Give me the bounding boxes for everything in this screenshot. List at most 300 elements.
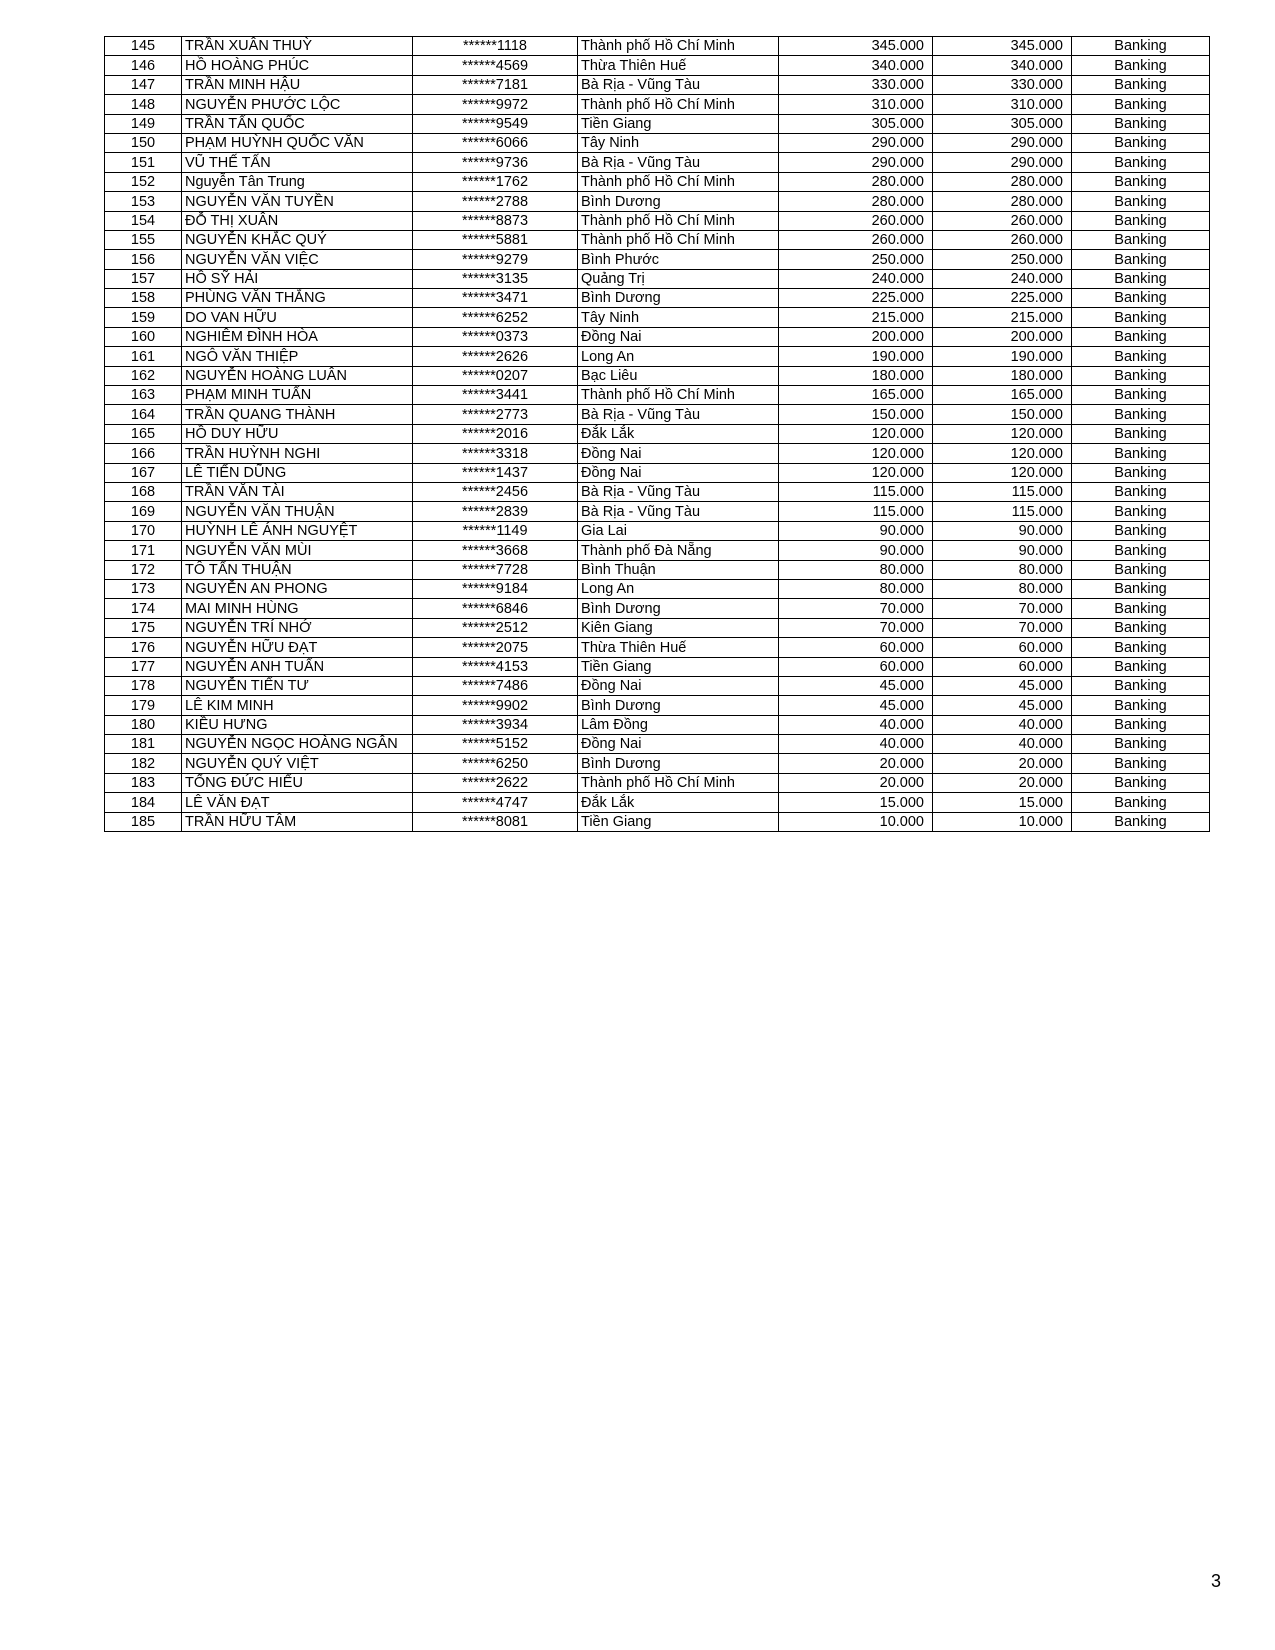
amount-cell: 330.000 xyxy=(779,75,933,94)
account-number-cell: ******8081 xyxy=(413,812,578,831)
account-number-cell: ******6250 xyxy=(413,754,578,773)
amount-received-cell: 20.000 xyxy=(933,754,1072,773)
province-cell: Bình Dương xyxy=(578,696,779,715)
table-row xyxy=(105,75,1210,94)
row-number-cell: 173 xyxy=(105,579,182,598)
payment-method-cell: Banking xyxy=(1072,172,1210,191)
amount-cell: 305.000 xyxy=(779,114,933,133)
amount-cell: 345.000 xyxy=(779,37,933,56)
donor-name-cell: TRẦN HỮU TÂM xyxy=(182,812,413,831)
row-number-cell: 183 xyxy=(105,773,182,792)
table-row xyxy=(105,502,1210,521)
amount-cell: 290.000 xyxy=(779,133,933,152)
amount-cell: 260.000 xyxy=(779,230,933,249)
donor-name-cell: PHẠM HUỲNH QUỐC VĂN xyxy=(182,133,413,152)
table-row xyxy=(105,793,1210,812)
payment-method-cell: Banking xyxy=(1072,754,1210,773)
account-number-cell: ******9279 xyxy=(413,250,578,269)
donor-name-cell: NGUYỄN AN PHONG xyxy=(182,579,413,598)
row-number-cell: 147 xyxy=(105,75,182,94)
province-cell: Bình Dương xyxy=(578,599,779,618)
amount-cell: 70.000 xyxy=(779,618,933,637)
amount-received-cell: 120.000 xyxy=(933,444,1072,463)
donor-name-cell: KIỀU HƯNG xyxy=(182,715,413,734)
row-number-cell: 157 xyxy=(105,269,182,288)
donor-name-cell: TRẦN TẤN QUỐC xyxy=(182,114,413,133)
payment-method-cell: Banking xyxy=(1072,269,1210,288)
province-cell: Bình Dương xyxy=(578,192,779,211)
account-number-cell: ******2773 xyxy=(413,405,578,424)
table-row xyxy=(105,308,1210,327)
payment-method-cell: Banking xyxy=(1072,289,1210,308)
amount-cell: 165.000 xyxy=(779,386,933,405)
table-row xyxy=(105,812,1210,831)
account-number-cell: ******5152 xyxy=(413,735,578,754)
amount-received-cell: 280.000 xyxy=(933,172,1072,191)
donor-name-cell: HUỲNH LÊ ÁNH NGUYỆT xyxy=(182,521,413,540)
row-number-cell: 149 xyxy=(105,114,182,133)
payment-method-cell: Banking xyxy=(1072,599,1210,618)
row-number-cell: 164 xyxy=(105,405,182,424)
amount-received-cell: 215.000 xyxy=(933,308,1072,327)
row-number-cell: 146 xyxy=(105,56,182,75)
account-number-cell: ******3441 xyxy=(413,386,578,405)
amount-cell: 190.000 xyxy=(779,347,933,366)
account-number-cell: ******4569 xyxy=(413,56,578,75)
payment-method-cell: Banking xyxy=(1072,347,1210,366)
amount-received-cell: 150.000 xyxy=(933,405,1072,424)
table-row xyxy=(105,289,1210,308)
amount-cell: 60.000 xyxy=(779,657,933,676)
amount-received-cell: 15.000 xyxy=(933,793,1072,812)
table-row xyxy=(105,735,1210,754)
province-cell: Tây Ninh xyxy=(578,308,779,327)
donor-name-cell: HỒ SỸ HẢI xyxy=(182,269,413,288)
row-number-cell: 163 xyxy=(105,386,182,405)
amount-received-cell: 60.000 xyxy=(933,638,1072,657)
account-number-cell: ******1118 xyxy=(413,37,578,56)
account-number-cell: ******4153 xyxy=(413,657,578,676)
province-cell: Tiền Giang xyxy=(578,114,779,133)
payment-method-cell: Banking xyxy=(1072,541,1210,560)
row-number-cell: 151 xyxy=(105,153,182,172)
table-row xyxy=(105,250,1210,269)
donor-name-cell: TRẦN QUANG THÀNH xyxy=(182,405,413,424)
table-row xyxy=(105,366,1210,385)
page-number: 3 xyxy=(1210,1571,1221,1591)
table-row xyxy=(105,37,1210,56)
amount-cell: 280.000 xyxy=(779,192,933,211)
account-number-cell: ******2075 xyxy=(413,638,578,657)
row-number-cell: 150 xyxy=(105,133,182,152)
donor-name-cell: NGUYỄN QUÝ VIỆT xyxy=(182,754,413,773)
province-cell: Thành phố Hồ Chí Minh xyxy=(578,95,779,114)
province-cell: Đồng Nai xyxy=(578,444,779,463)
province-cell: Đồng Nai xyxy=(578,327,779,346)
payment-method-cell: Banking xyxy=(1072,405,1210,424)
donor-name-cell: MAI MINH HÙNG xyxy=(182,599,413,618)
amount-cell: 120.000 xyxy=(779,463,933,482)
payment-method-cell: Banking xyxy=(1072,250,1210,269)
amount-cell: 115.000 xyxy=(779,482,933,501)
payment-method-cell: Banking xyxy=(1072,735,1210,754)
amount-cell: 200.000 xyxy=(779,327,933,346)
account-number-cell: ******2839 xyxy=(413,502,578,521)
account-number-cell: ******1762 xyxy=(413,172,578,191)
donor-name-cell: DO VAN HỮU xyxy=(182,308,413,327)
payment-method-cell: Banking xyxy=(1072,618,1210,637)
province-cell: Thành phố Hồ Chí Minh xyxy=(578,230,779,249)
table-row xyxy=(105,114,1210,133)
donor-name-cell: TRẦN MINH HẬU xyxy=(182,75,413,94)
payment-method-cell: Banking xyxy=(1072,308,1210,327)
amount-received-cell: 90.000 xyxy=(933,521,1072,540)
table-row xyxy=(105,638,1210,657)
donor-name-cell: NGUYỄN PHƯỚC LỘC xyxy=(182,95,413,114)
amount-cell: 10.000 xyxy=(779,812,933,831)
account-number-cell: ******2622 xyxy=(413,773,578,792)
amount-cell: 70.000 xyxy=(779,599,933,618)
amount-received-cell: 45.000 xyxy=(933,676,1072,695)
payment-method-cell: Banking xyxy=(1072,133,1210,152)
province-cell: Quảng Trị xyxy=(578,269,779,288)
amount-cell: 120.000 xyxy=(779,444,933,463)
row-number-cell: 145 xyxy=(105,37,182,56)
table-row xyxy=(105,599,1210,618)
donor-name-cell: NGUYỄN VĂN MÙI xyxy=(182,541,413,560)
amount-received-cell: 10.000 xyxy=(933,812,1072,831)
amount-cell: 280.000 xyxy=(779,172,933,191)
amount-received-cell: 180.000 xyxy=(933,366,1072,385)
amount-cell: 240.000 xyxy=(779,269,933,288)
amount-received-cell: 260.000 xyxy=(933,211,1072,230)
amount-received-cell: 90.000 xyxy=(933,541,1072,560)
amount-received-cell: 20.000 xyxy=(933,773,1072,792)
amount-cell: 40.000 xyxy=(779,715,933,734)
province-cell: Thành phố Hồ Chí Minh xyxy=(578,37,779,56)
amount-received-cell: 70.000 xyxy=(933,599,1072,618)
donor-name-cell: TRẦN XUÂN THUỲ xyxy=(182,37,413,56)
payment-method-cell: Banking xyxy=(1072,463,1210,482)
account-number-cell: ******1437 xyxy=(413,463,578,482)
amount-cell: 60.000 xyxy=(779,638,933,657)
province-cell: Đồng Nai xyxy=(578,676,779,695)
row-number-cell: 170 xyxy=(105,521,182,540)
payment-method-cell: Banking xyxy=(1072,482,1210,501)
account-number-cell: ******0207 xyxy=(413,366,578,385)
donor-name-cell: LÊ TIẾN DŨNG xyxy=(182,463,413,482)
province-cell: Bà Rịa - Vũng Tàu xyxy=(578,502,779,521)
province-cell: Bình Phước xyxy=(578,250,779,269)
donor-name-cell: HỒ DUY HỮU xyxy=(182,424,413,443)
amount-cell: 40.000 xyxy=(779,735,933,754)
donor-name-cell: NGUYỄN ANH TUẤN xyxy=(182,657,413,676)
amount-received-cell: 225.000 xyxy=(933,289,1072,308)
account-number-cell: ******1149 xyxy=(413,521,578,540)
amount-received-cell: 40.000 xyxy=(933,735,1072,754)
amount-cell: 120.000 xyxy=(779,424,933,443)
donor-name-cell: Nguyễn Tân Trung xyxy=(182,172,413,191)
payment-method-cell: Banking xyxy=(1072,715,1210,734)
payment-method-cell: Banking xyxy=(1072,696,1210,715)
table-row xyxy=(105,327,1210,346)
payment-method-cell: Banking xyxy=(1072,657,1210,676)
account-number-cell: ******8873 xyxy=(413,211,578,230)
account-number-cell: ******2626 xyxy=(413,347,578,366)
donor-name-cell: VŨ THẾ TẤN xyxy=(182,153,413,172)
amount-received-cell: 120.000 xyxy=(933,463,1072,482)
table-row xyxy=(105,521,1210,540)
donor-name-cell: NGHIÊM ĐÌNH HÒA xyxy=(182,327,413,346)
account-number-cell: ******3318 xyxy=(413,444,578,463)
province-cell: Bình Thuận xyxy=(578,560,779,579)
donor-name-cell: NGUYỄN HOÀNG LUÂN xyxy=(182,366,413,385)
row-number-cell: 172 xyxy=(105,560,182,579)
amount-cell: 80.000 xyxy=(779,579,933,598)
amount-cell: 90.000 xyxy=(779,521,933,540)
amount-cell: 20.000 xyxy=(779,773,933,792)
payment-method-cell: Banking xyxy=(1072,56,1210,75)
table-row xyxy=(105,405,1210,424)
table-row xyxy=(105,230,1210,249)
amount-received-cell: 80.000 xyxy=(933,560,1072,579)
amount-received-cell: 115.000 xyxy=(933,502,1072,521)
payment-method-cell: Banking xyxy=(1072,502,1210,521)
donor-name-cell: NGUYỄN VĂN VIỆC xyxy=(182,250,413,269)
amount-received-cell: 330.000 xyxy=(933,75,1072,94)
amount-received-cell: 200.000 xyxy=(933,327,1072,346)
account-number-cell: ******2456 xyxy=(413,482,578,501)
table-row xyxy=(105,482,1210,501)
donor-name-cell: TRẦN VĂN TÀI xyxy=(182,482,413,501)
amount-received-cell: 305.000 xyxy=(933,114,1072,133)
payment-method-cell: Banking xyxy=(1072,37,1210,56)
payment-method-cell: Banking xyxy=(1072,444,1210,463)
table-row xyxy=(105,172,1210,191)
amount-cell: 215.000 xyxy=(779,308,933,327)
table-row xyxy=(105,618,1210,637)
account-number-cell: ******6066 xyxy=(413,133,578,152)
amount-received-cell: 45.000 xyxy=(933,696,1072,715)
row-number-cell: 185 xyxy=(105,812,182,831)
account-number-cell: ******3135 xyxy=(413,269,578,288)
payment-method-cell: Banking xyxy=(1072,676,1210,695)
row-number-cell: 153 xyxy=(105,192,182,211)
province-cell: Bà Rịa - Vũng Tàu xyxy=(578,153,779,172)
row-number-cell: 156 xyxy=(105,250,182,269)
donor-name-cell: LÊ VĂN ĐẠT xyxy=(182,793,413,812)
amount-received-cell: 310.000 xyxy=(933,95,1072,114)
donor-name-cell: TRẦN HUỲNH NGHI xyxy=(182,444,413,463)
row-number-cell: 148 xyxy=(105,95,182,114)
amount-received-cell: 280.000 xyxy=(933,192,1072,211)
row-number-cell: 179 xyxy=(105,696,182,715)
row-number-cell: 158 xyxy=(105,289,182,308)
row-number-cell: 167 xyxy=(105,463,182,482)
account-number-cell: ******0373 xyxy=(413,327,578,346)
account-number-cell: ******2016 xyxy=(413,424,578,443)
donor-name-cell: NGUYỄN VĂN TUYỀN xyxy=(182,192,413,211)
province-cell: Thừa Thiên Huế xyxy=(578,638,779,657)
province-cell: Bạc Liêu xyxy=(578,366,779,385)
payment-method-cell: Banking xyxy=(1072,327,1210,346)
province-cell: Kiên Giang xyxy=(578,618,779,637)
donor-name-cell: LÊ KIM MINH xyxy=(182,696,413,715)
row-number-cell: 174 xyxy=(105,599,182,618)
table-row xyxy=(105,676,1210,695)
donor-name-cell: NGÔ VĂN THIỆP xyxy=(182,347,413,366)
amount-cell: 225.000 xyxy=(779,289,933,308)
amount-cell: 45.000 xyxy=(779,696,933,715)
amount-received-cell: 165.000 xyxy=(933,386,1072,405)
province-cell: Thành phố Hồ Chí Minh xyxy=(578,211,779,230)
row-number-cell: 184 xyxy=(105,793,182,812)
amount-received-cell: 340.000 xyxy=(933,56,1072,75)
row-number-cell: 162 xyxy=(105,366,182,385)
donor-name-cell: PHÙNG VĂN THẮNG xyxy=(182,289,413,308)
payment-method-cell: Banking xyxy=(1072,95,1210,114)
account-number-cell: ******2788 xyxy=(413,192,578,211)
province-cell: Đồng Nai xyxy=(578,735,779,754)
row-number-cell: 160 xyxy=(105,327,182,346)
province-cell: Bà Rịa - Vũng Tàu xyxy=(578,75,779,94)
amount-received-cell: 40.000 xyxy=(933,715,1072,734)
amount-received-cell: 80.000 xyxy=(933,579,1072,598)
payment-method-cell: Banking xyxy=(1072,75,1210,94)
table-row xyxy=(105,211,1210,230)
province-cell: Bà Rịa - Vũng Tàu xyxy=(578,405,779,424)
account-number-cell: ******7181 xyxy=(413,75,578,94)
account-number-cell: ******7728 xyxy=(413,560,578,579)
account-number-cell: ******5881 xyxy=(413,230,578,249)
province-cell: Thành phố Đà Nẵng xyxy=(578,541,779,560)
province-cell: Tiền Giang xyxy=(578,657,779,676)
account-number-cell: ******9736 xyxy=(413,153,578,172)
payment-method-cell: Banking xyxy=(1072,773,1210,792)
table-row xyxy=(105,754,1210,773)
row-number-cell: 180 xyxy=(105,715,182,734)
table-row xyxy=(105,541,1210,560)
province-cell: Gia Lai xyxy=(578,521,779,540)
table-row xyxy=(105,579,1210,598)
payment-method-cell: Banking xyxy=(1072,638,1210,657)
row-number-cell: 181 xyxy=(105,735,182,754)
donor-name-cell: NGUYỄN KHẮC QUÝ xyxy=(182,230,413,249)
province-cell: Thành phố Hồ Chí Minh xyxy=(578,773,779,792)
account-number-cell: ******3934 xyxy=(413,715,578,734)
amount-received-cell: 290.000 xyxy=(933,133,1072,152)
account-number-cell: ******9184 xyxy=(413,579,578,598)
province-cell: Đắk Lắk xyxy=(578,424,779,443)
row-number-cell: 178 xyxy=(105,676,182,695)
account-number-cell: ******9549 xyxy=(413,114,578,133)
table-row xyxy=(105,560,1210,579)
account-number-cell: ******7486 xyxy=(413,676,578,695)
province-cell: Bà Rịa - Vũng Tàu xyxy=(578,482,779,501)
donor-name-cell: NGUYỄN HỮU ĐẠT xyxy=(182,638,413,657)
row-number-cell: 169 xyxy=(105,502,182,521)
row-number-cell: 161 xyxy=(105,347,182,366)
province-cell: Long An xyxy=(578,347,779,366)
row-number-cell: 165 xyxy=(105,424,182,443)
donor-name-cell: HỒ HOÀNG PHÚC xyxy=(182,56,413,75)
province-cell: Đồng Nai xyxy=(578,463,779,482)
row-number-cell: 182 xyxy=(105,754,182,773)
amount-cell: 310.000 xyxy=(779,95,933,114)
payment-method-cell: Banking xyxy=(1072,812,1210,831)
row-number-cell: 175 xyxy=(105,618,182,637)
donor-name-cell: NGUYỄN TIẾN TƯ xyxy=(182,676,413,695)
donation-table xyxy=(104,36,1210,832)
account-number-cell: ******6846 xyxy=(413,599,578,618)
payment-method-cell: Banking xyxy=(1072,424,1210,443)
table-row xyxy=(105,773,1210,792)
table-row xyxy=(105,347,1210,366)
table-row xyxy=(105,133,1210,152)
table-row xyxy=(105,192,1210,211)
amount-received-cell: 260.000 xyxy=(933,230,1072,249)
row-number-cell: 168 xyxy=(105,482,182,501)
table-row xyxy=(105,56,1210,75)
payment-method-cell: Banking xyxy=(1072,521,1210,540)
province-cell: Lâm Đồng xyxy=(578,715,779,734)
amount-received-cell: 190.000 xyxy=(933,347,1072,366)
province-cell: Thừa Thiên Huế xyxy=(578,56,779,75)
account-number-cell: ******6252 xyxy=(413,308,578,327)
table-row xyxy=(105,153,1210,172)
payment-method-cell: Banking xyxy=(1072,230,1210,249)
payment-method-cell: Banking xyxy=(1072,579,1210,598)
province-cell: Bình Dương xyxy=(578,754,779,773)
amount-cell: 250.000 xyxy=(779,250,933,269)
account-number-cell: ******2512 xyxy=(413,618,578,637)
row-number-cell: 152 xyxy=(105,172,182,191)
donor-name-cell: TÔ TẤN THUẬN xyxy=(182,560,413,579)
row-number-cell: 176 xyxy=(105,638,182,657)
province-cell: Đắk Lắk xyxy=(578,793,779,812)
payment-method-cell: Banking xyxy=(1072,560,1210,579)
table-row xyxy=(105,463,1210,482)
payment-method-cell: Banking xyxy=(1072,366,1210,385)
amount-cell: 20.000 xyxy=(779,754,933,773)
amount-cell: 115.000 xyxy=(779,502,933,521)
donor-name-cell: PHẠM MINH TUẤN xyxy=(182,386,413,405)
amount-cell: 80.000 xyxy=(779,560,933,579)
province-cell: Thành phố Hồ Chí Minh xyxy=(578,386,779,405)
table-row xyxy=(105,269,1210,288)
row-number-cell: 155 xyxy=(105,230,182,249)
amount-received-cell: 290.000 xyxy=(933,153,1072,172)
table-row xyxy=(105,444,1210,463)
payment-method-cell: Banking xyxy=(1072,153,1210,172)
amount-cell: 90.000 xyxy=(779,541,933,560)
account-number-cell: ******3668 xyxy=(413,541,578,560)
amount-cell: 260.000 xyxy=(779,211,933,230)
donor-name-cell: NGUYỄN VĂN THUẬN xyxy=(182,502,413,521)
table-row xyxy=(105,95,1210,114)
account-number-cell: ******3471 xyxy=(413,289,578,308)
table-row xyxy=(105,657,1210,676)
amount-received-cell: 120.000 xyxy=(933,424,1072,443)
row-number-cell: 166 xyxy=(105,444,182,463)
amount-received-cell: 250.000 xyxy=(933,250,1072,269)
table-row xyxy=(105,715,1210,734)
amount-received-cell: 115.000 xyxy=(933,482,1072,501)
payment-method-cell: Banking xyxy=(1072,114,1210,133)
province-cell: Tây Ninh xyxy=(578,133,779,152)
amount-cell: 340.000 xyxy=(779,56,933,75)
row-number-cell: 177 xyxy=(105,657,182,676)
